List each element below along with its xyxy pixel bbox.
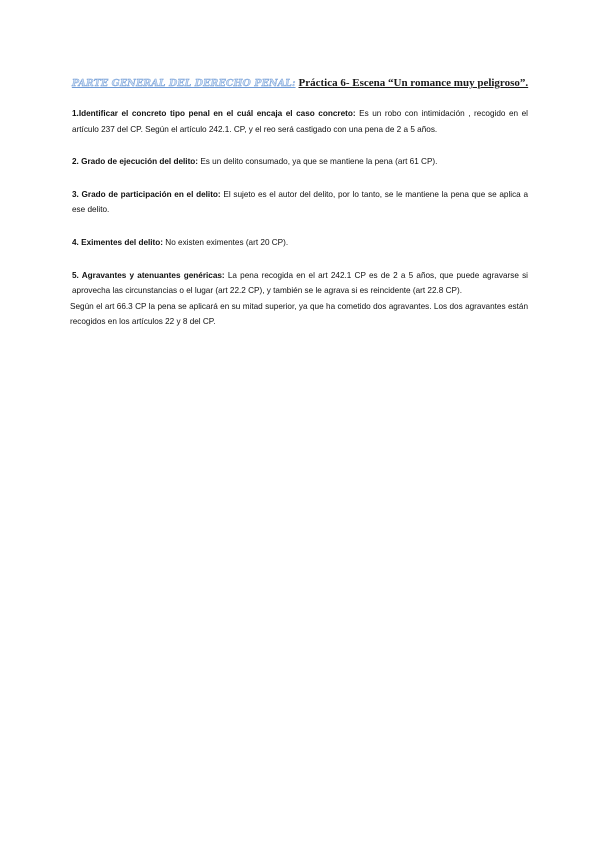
section-text: Es un robo con intimidación , recogido en el artículo 237 del CP. Según el artículo 242.1. CP, y el reo será castigado con una pena de 2 a 5 años. [72,109,529,134]
section-eximentes [72,235,528,251]
section-agravantes-continuation: Según el art 66.3 CP la pena se aplicará en su mitad superior, ya que ha cometido dos agravantes. Los dos agravantes están recogidos en los artículos 22 y 8 del CP. [70,301,528,327]
section-text: La pena recogida en el art 242.1 CP es de 2 a 5 años, que puede agravarse si aprovecha las circunstancias o el lugar (art 22.2 CP), y también se le agrava si es reincidente (art 22.8 CP). [72,270,528,296]
document-title [0,76,600,91]
section-grado-ejecucion [72,154,528,170]
section-text: No existen eximentes (art 20 CP). [165,237,289,247]
title-practice: Práctica 6- Escena “Un romance muy peligroso”. [298,77,529,89]
section-heading: 2. Grado de ejecución del delito: [72,157,199,167]
section-text: El sujeto es el autor del delito, por lo tanto, se le mantiene la pena que se aplica a ese delito. [72,189,529,215]
section-text: Es un delito consumado, ya que se mantiene la pena (art 61 CP). [200,157,438,167]
section-agravantes [72,268,528,299]
section-heading: 1.Identificar el concreto tipo penal en el cuál encaja el caso concreto: [72,109,356,118]
section-heading: 5. Agravantes y atenuantes genéricas: [72,270,225,280]
document-body [72,106,528,330]
section-heading: 3. Grado de participación en el delito: [72,189,221,199]
section-tipo-penal [72,106,528,137]
title-subject: PARTE GENERAL DEL DERECHO PENAL: [71,78,296,89]
section-grado-participacion [72,187,528,218]
section-heading: 4. Eximentes del delito: [72,237,163,247]
